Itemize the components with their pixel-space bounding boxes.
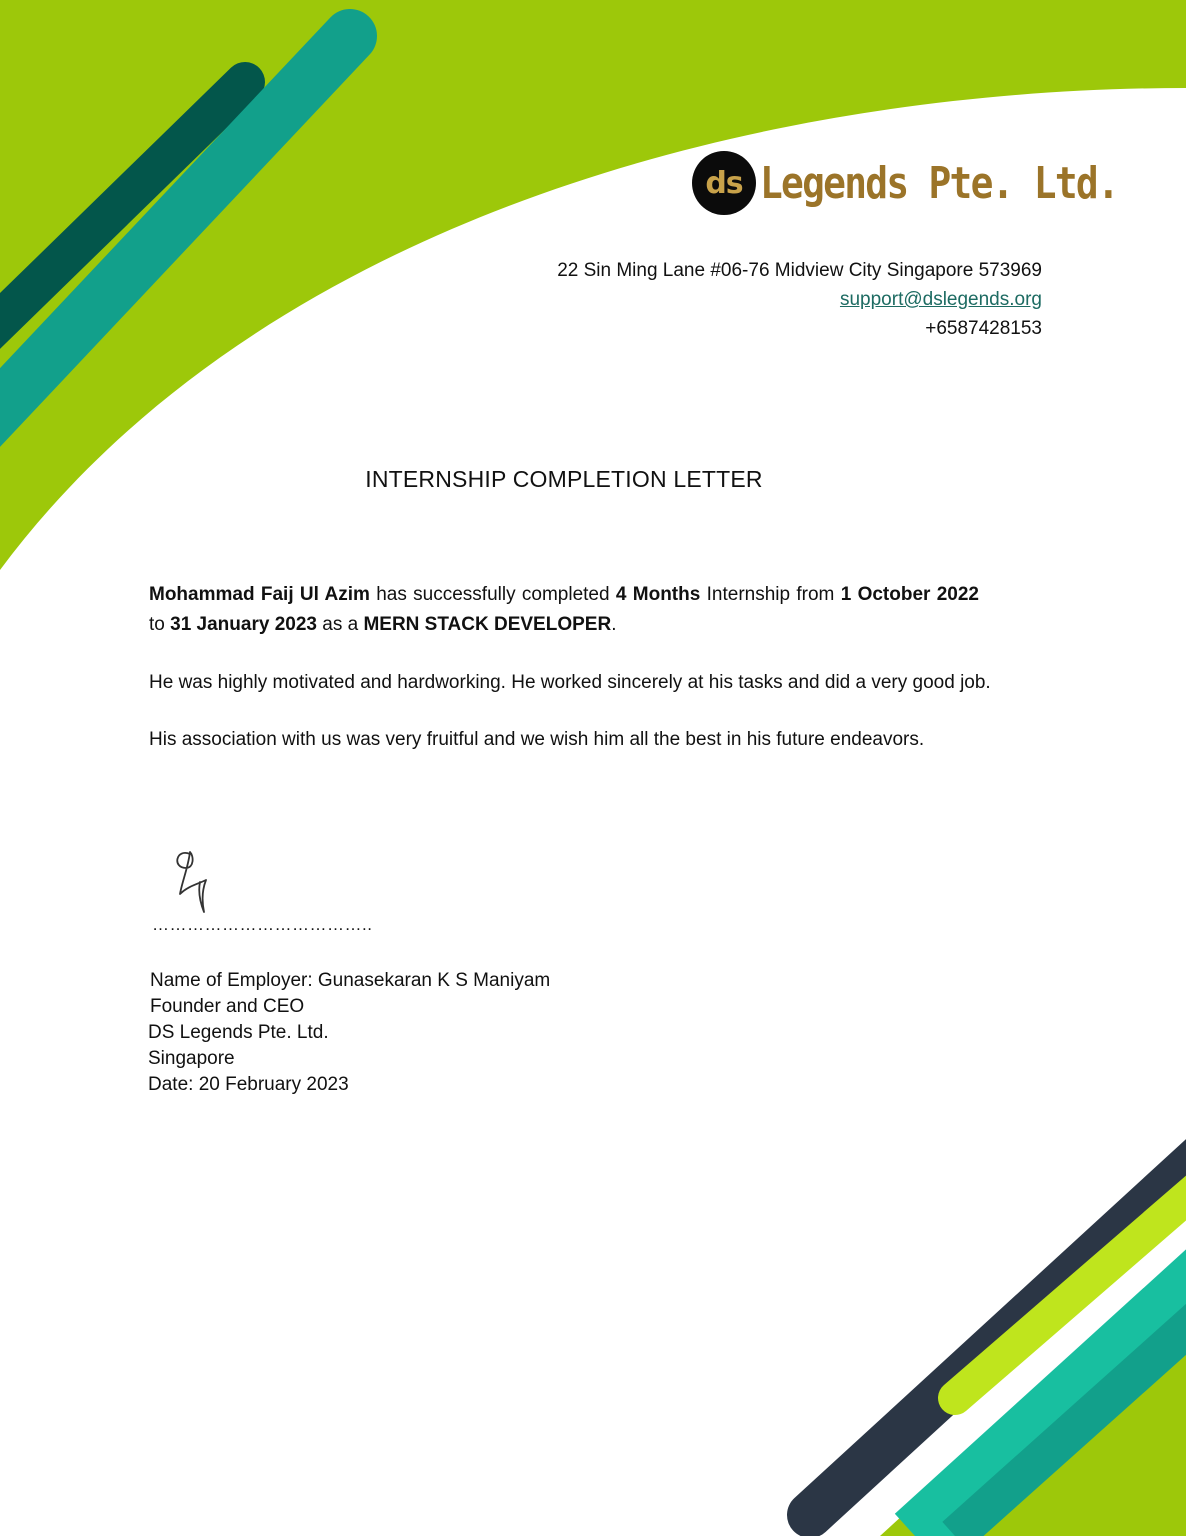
performance-paragraph: He was highly motivated and hardworking. He worked sincerely at his tasks and did a very good job. [149,672,991,693]
end-date: 31 January 2023 [170,614,317,635]
start-date: 1 October 2022 [840,584,979,605]
employer-position: Founder and CEO [150,996,305,1017]
company-address: 22 Sin Ming Lane #06-76 Midview City Singapore 573969 [557,260,1042,281]
company-location: Singapore [148,1048,235,1069]
intern-role: MERN STACK DEVELOPER [363,614,612,635]
signature-line: ……………………………….. [152,915,373,934]
internship-duration: 4 Months [615,584,701,605]
signature-mark [168,838,228,918]
letter-title: INTERNSHIP COMPLETION LETTER [365,466,763,492]
company-phone: +6587428153 [925,318,1042,339]
intern-name: Mohammad Faij Ul Azim [149,584,370,605]
email-link[interactable]: support@dslegends.org [839,289,1042,310]
wishes-paragraph: His association with us was very fruitful and we wish him all the best in his future endeavors. [149,729,925,750]
signatory-block [148,968,550,1098]
contact-block [557,256,1042,343]
letter-body [149,580,991,755]
logo-wordmark: Legends Pte. Ltd. [760,157,1119,209]
completion-paragraph: Mohammad Faij Ul Azim has successfully completed 4 Months Internship from 1 October 2022 to 31 January 2023 as a MERN STACK DEVELOPER. [149,584,979,635]
employer-name: Name of Employer: Gunasekaran K S Maniyam [150,970,551,991]
letter-date: Date: 20 February 2023 [148,1074,349,1095]
company-logo [692,148,1176,218]
company-name: DS Legends Pte. Ltd. [148,1022,329,1043]
logo-badge: ds [692,151,756,215]
